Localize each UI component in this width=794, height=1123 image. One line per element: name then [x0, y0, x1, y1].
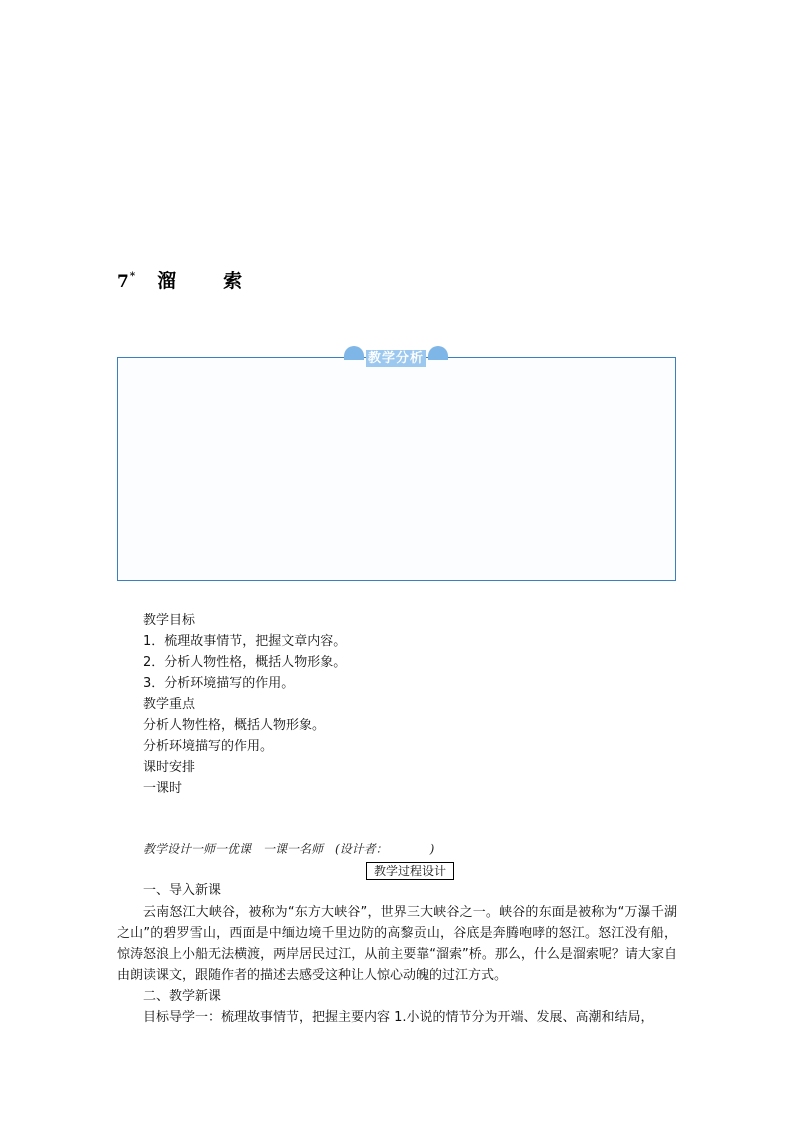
section2-heading: 二、教学新课 — [143, 989, 222, 1004]
key-points-heading: 教学重点 — [143, 697, 196, 712]
design-credit-line: 教学设计一师一优课 一课一名师 (设计者： ) — [143, 842, 435, 856]
lesson-title — [117, 266, 256, 293]
objective-item: 1．梳理故事情节，把握文章内容。 — [143, 634, 347, 649]
key-point-item: 分析环境描写的作用。 — [143, 739, 274, 754]
teaching-analysis-box — [117, 357, 676, 581]
teaching-analysis-label: 教学分析 — [367, 351, 424, 366]
objectives-heading: 教学目标 — [143, 613, 196, 628]
key-point-item: 分析人物性格，概括人物形象。 — [143, 718, 326, 733]
tab-right-ear — [428, 346, 448, 360]
tab-left-ear — [344, 346, 364, 360]
schedule-value: 一课时 — [143, 781, 183, 796]
objective-item: 3．分析环境描写的作用。 — [143, 676, 295, 691]
section1-heading: 一、导入新课 — [143, 883, 222, 898]
teaching-analysis-tab — [344, 346, 448, 368]
objective-item: 2．分析人物性格，概括人物形象。 — [143, 655, 347, 670]
teaching-process-label: 教学过程设计 — [366, 862, 454, 880]
lesson-marker: * — [129, 271, 136, 282]
schedule-heading: 课时安排 — [143, 760, 196, 775]
section2-paragraph: 目标导学一：梳理故事情节，把握主要内容 1.小说的情节分为开端、发展、高潮和结局， — [143, 1010, 654, 1025]
section1-paragraph: 云南怒江大峡谷，被称为“东方大峡谷”，世界三大峡谷之一。峡谷的东面是被称为“万瀑千湖之山”的碧罗雪山，西面是中缅边境千里边防的高黎贡山，谷底是奔腾咆哮的怒江。怒江没有船，惊涛怒浪上小船无法横渡，两岸居民过江，从前主要靠“溜索”桥。那么，什么是溜索呢？请大家自由朗读课文，跟随作者的描述去感受这种让人惊心动魄的过江方式。 — [117, 905, 677, 983]
lesson-name: 溜 索 — [157, 270, 257, 292]
lesson-number: 7 — [117, 272, 129, 292]
